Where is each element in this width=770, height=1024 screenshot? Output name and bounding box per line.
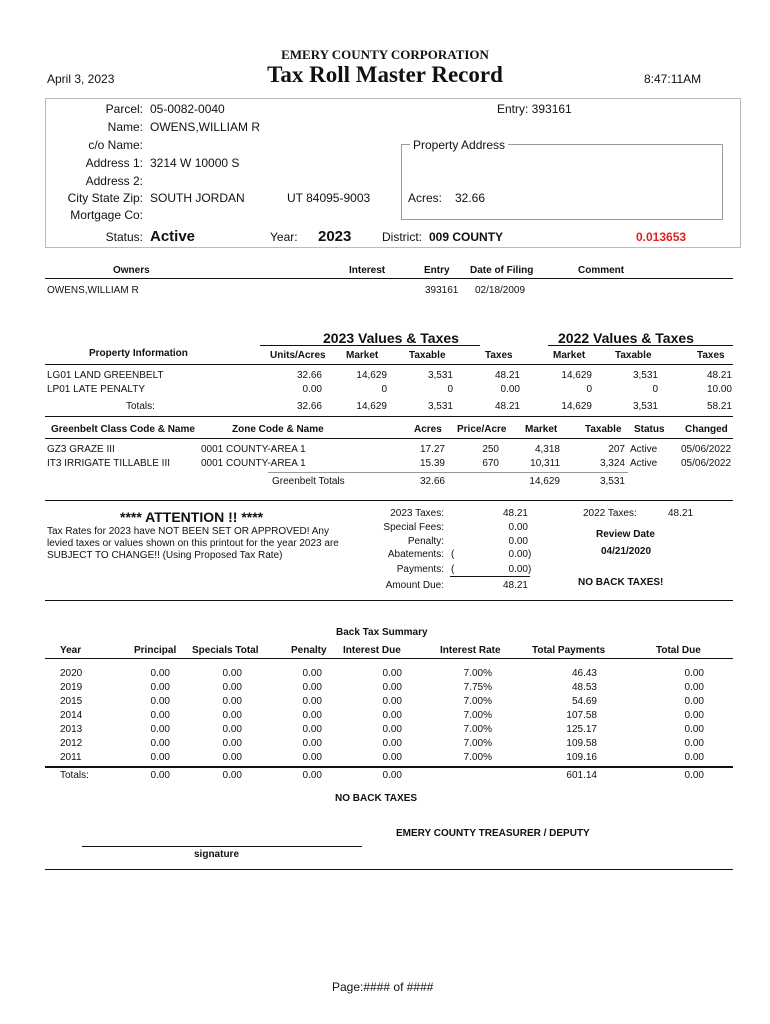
gb-row-price: 670 [482, 458, 499, 469]
bt-interest-due-cell: 0.00 [382, 668, 402, 679]
bt-interest-rate-cell: 7.00% [463, 710, 492, 721]
bt-principal-cell: 0.00 [150, 696, 170, 707]
values-totals-label: Totals: [126, 401, 155, 412]
bt-interest-due-cell: 0.00 [382, 710, 402, 721]
back-tax-title: Back Tax Summary [336, 627, 428, 638]
year-value: 2023 [318, 228, 352, 245]
page-number: Page:#### of #### [332, 980, 434, 994]
no-back-taxes-notice: NO BACK TAXES! [578, 577, 664, 588]
bt-year-cell: 2015 [60, 696, 83, 707]
gb-row-zone: 0001 COUNTY-AREA 1 [201, 458, 306, 469]
name-label: Name: [107, 120, 143, 134]
divider [45, 658, 733, 659]
bt-total-due-cell: 0.00 [684, 696, 704, 707]
summary-value-amount-due: 48.21 [502, 580, 528, 591]
bt-totals-label: Totals: [60, 770, 89, 781]
review-date-label: Review Date [596, 529, 655, 540]
gb-market-header: Market [525, 424, 558, 435]
values-total-units: 32.66 [296, 401, 322, 412]
bt-penalty-header: Penalty [291, 645, 327, 656]
property-address-box [401, 144, 723, 220]
value-row-taxes-2022: 48.21 [706, 370, 732, 381]
summary-value-payments: 0.00 [508, 564, 528, 575]
bt-penalty-cell: 0.00 [302, 668, 322, 679]
values-total-taxes: 48.21 [494, 401, 520, 412]
bt-interest-rate-header: Interest Rate [440, 645, 501, 656]
value-row-market-2022: 14,629 [561, 370, 592, 381]
bt-year-cell: 2013 [60, 724, 83, 735]
bt-total-penalty: 0.00 [302, 770, 322, 781]
address1-value: 3214 W 10000 S [150, 156, 240, 170]
entry-header: Entry [424, 265, 450, 276]
bt-total-payments-header: Total Payments [532, 645, 606, 656]
value-row-market-2022: 0 [586, 384, 592, 395]
values-total-market: 14,629 [356, 401, 387, 412]
bt-specials-header: Specials Total [192, 645, 259, 656]
bt-principal-cell: 0.00 [150, 682, 170, 693]
taxable-2023-header: Taxable [409, 350, 446, 361]
bt-total-due: 0.00 [684, 770, 704, 781]
owner-name: OWENS,WILLIAM R [150, 120, 261, 134]
gb-row-changed: 05/06/2022 [681, 444, 732, 455]
bt-specials-cell: 0.00 [222, 752, 242, 763]
summary-label-penalty: Penalty: [407, 536, 444, 547]
bt-interest-rate-cell: 7.00% [463, 738, 492, 749]
print-date: April 3, 2023 [47, 72, 115, 86]
gb-row-status: Active [630, 444, 658, 455]
bt-total-payments-cell: 107.58 [566, 710, 597, 721]
bt-interest-rate-cell: 7.00% [463, 724, 492, 735]
gb-row-zone: 0001 COUNTY-AREA 1 [201, 444, 306, 455]
bt-total-payments-cell: 125.17 [566, 724, 597, 735]
bt-principal-cell: 0.00 [150, 710, 170, 721]
divider [268, 472, 628, 473]
divider [45, 600, 733, 601]
divider [45, 438, 733, 439]
gb-row-taxable: 3,324 [599, 458, 625, 469]
district-label: District: [382, 230, 422, 244]
bt-specials-cell: 0.00 [222, 682, 242, 693]
bt-interest-rate-cell: 7.00% [463, 696, 492, 707]
parcel-label: Parcel: [105, 102, 143, 116]
bt-interest-rate-cell: 7.75% [463, 682, 492, 693]
owner-row-entry: 393161 [425, 285, 459, 296]
bt-total-payments-cell: 109.16 [566, 752, 597, 763]
value-row-market: 14,629 [356, 370, 387, 381]
bt-specials-cell: 0.00 [222, 710, 242, 721]
bt-penalty-cell: 0.00 [302, 738, 322, 749]
bt-interest-due-cell: 0.00 [382, 696, 402, 707]
owner-row-date: 02/18/2009 [475, 285, 526, 296]
values-total-market-2022: 14,629 [561, 401, 592, 412]
gb-taxable-header: Taxable [585, 424, 622, 435]
bt-total-specials: 0.00 [222, 770, 242, 781]
value-row-taxable: 3,531 [427, 370, 453, 381]
divider [45, 278, 733, 279]
status-label: Status: [105, 230, 143, 244]
property-address-label: Property Address [410, 138, 508, 152]
attention-line: Tax Rates for 2023 have NOT BEEN SET OR APPROVED! Any [47, 526, 329, 537]
entry-number: Entry: 393161 [497, 102, 572, 116]
summary-value-special-fees: 0.00 [508, 522, 528, 533]
city-value: SOUTH JORDAN [150, 191, 245, 205]
bt-penalty-cell: 0.00 [302, 682, 322, 693]
taxes-2022-value: 48.21 [668, 508, 694, 519]
owners-header: Owners [113, 265, 150, 276]
bt-year-cell: 2014 [60, 710, 83, 721]
gb-row-class: GZ3 GRAZE III [47, 444, 115, 455]
owner-row-name: OWENS,WILLIAM R [47, 285, 139, 296]
year-label: Year: [270, 230, 298, 244]
bt-total-due-cell: 0.00 [684, 724, 704, 735]
attention-line: levied taxes or values shown on this printout for the year 2023 are [47, 538, 339, 549]
gb-row-acres: 15.39 [419, 458, 445, 469]
values-2023-title: 2023 Values & Taxes [323, 330, 459, 346]
market-2022-header: Market [553, 350, 586, 361]
bt-interest-due-cell: 0.00 [382, 752, 402, 763]
values-total-taxable: 3,531 [427, 401, 453, 412]
bt-penalty-cell: 0.00 [302, 696, 322, 707]
gb-row-taxable: 207 [608, 444, 625, 455]
value-row-taxes: 48.21 [494, 370, 520, 381]
page-title: Tax Roll Master Record [267, 62, 503, 87]
summary-label-special-fees: Special Fees: [383, 522, 444, 533]
gb-status-header: Status [634, 424, 665, 435]
gb-acres-header: Acres [414, 424, 442, 435]
summary-value-abatements: 0.00 [508, 549, 528, 560]
no-back-taxes-footer: NO BACK TAXES [335, 793, 418, 804]
comment-header: Comment [578, 265, 625, 276]
divider [45, 416, 733, 417]
gb-row-status: Active [630, 458, 658, 469]
divider [45, 766, 733, 768]
divider [45, 364, 733, 365]
market-2023-header: Market [346, 350, 379, 361]
bt-year-header: Year [60, 645, 82, 656]
value-row-taxable: 0 [447, 384, 453, 395]
divider [45, 869, 733, 870]
greenbelt-totals-label: Greenbelt Totals [272, 476, 345, 487]
taxes-2023-header: Taxes [485, 350, 513, 361]
address1-label: Address 1: [85, 156, 143, 170]
address2-label: Address 2: [85, 174, 143, 188]
summary-label-taxes: 2023 Taxes: [390, 508, 444, 519]
bt-penalty-cell: 0.00 [302, 724, 322, 735]
bt-interest-rate-cell: 7.00% [463, 752, 492, 763]
payments-open-paren: ( [451, 564, 455, 575]
gb-row-acres: 17.27 [419, 444, 445, 455]
bt-total-payments-cell: 48.53 [571, 682, 597, 693]
value-row-taxable-2022: 0 [652, 384, 658, 395]
bt-total-due-header: Total Due [656, 645, 701, 656]
value-row-name: LP01 LATE PENALTY [47, 384, 146, 395]
divider [260, 345, 480, 346]
signature-line [82, 846, 362, 847]
state-zip-value: UT 84095-9003 [287, 191, 371, 205]
gb-row-market: 10,311 [530, 458, 560, 469]
print-time: 8:47:11AM [644, 72, 702, 86]
tax-rate: 0.013653 [636, 230, 687, 244]
gb-row-changed: 05/06/2022 [681, 458, 732, 469]
bt-principal-cell: 0.00 [150, 668, 170, 679]
acres-value: 32.66 [455, 191, 486, 205]
mortgage-label: Mortgage Co: [70, 208, 143, 222]
value-row-taxable-2022: 3,531 [632, 370, 658, 381]
summary-label-abatements: Abatements: [387, 549, 444, 560]
bt-principal-cell: 0.00 [150, 738, 170, 749]
bt-principal-cell: 0.00 [150, 752, 170, 763]
gb-row-market: 4,318 [534, 444, 560, 455]
status-value: Active [150, 228, 196, 245]
values-total-taxable-2022: 3,531 [632, 401, 658, 412]
bt-principal-cell: 0.00 [150, 724, 170, 735]
bt-specials-cell: 0.00 [222, 696, 242, 707]
district-value: 009 COUNTY [429, 230, 504, 244]
value-row-name: LG01 LAND GREENBELT [47, 370, 164, 381]
units-header: Units/Acres [270, 350, 326, 361]
bt-total-payments: 601.14 [566, 770, 597, 781]
bt-total-principal: 0.00 [150, 770, 170, 781]
acres-label: Acres: [408, 191, 443, 205]
bt-total-due-cell: 0.00 [684, 682, 704, 693]
abatements-close-paren: ) [528, 549, 532, 560]
gb-changed-header: Changed [685, 424, 728, 435]
bt-year-cell: 2020 [60, 668, 83, 679]
value-row-taxes-2022: 10.00 [706, 384, 732, 395]
treasurer-label: EMERY COUNTY TREASURER / DEPUTY [396, 828, 590, 839]
bt-principal-header: Principal [134, 645, 177, 656]
bt-interest-rate-cell: 7.00% [463, 668, 492, 679]
attention-title: **** ATTENTION !! **** [120, 509, 264, 525]
bt-total-due-cell: 0.00 [684, 710, 704, 721]
summary-label-amount-due: Amount Due: [385, 580, 444, 591]
greenbelt-total-acres: 32.66 [419, 476, 445, 487]
review-date-value: 04/21/2020 [601, 546, 652, 557]
bt-specials-cell: 0.00 [222, 724, 242, 735]
zone-code-header: Zone Code & Name [232, 424, 324, 435]
values-2022-title: 2022 Values & Taxes [558, 330, 694, 346]
bt-total-due-cell: 0.00 [684, 668, 704, 679]
summary-label-payments: Payments: [396, 564, 444, 575]
bt-total-payments-cell: 109.58 [566, 738, 597, 749]
value-row-market: 0 [381, 384, 387, 395]
bt-interest-due-cell: 0.00 [382, 738, 402, 749]
bt-interest-due-header: Interest Due [343, 645, 401, 656]
greenbelt-class-header: Greenbelt Class Code & Name [51, 424, 195, 435]
bt-interest-due-cell: 0.00 [382, 682, 402, 693]
value-row-taxes: 0.00 [500, 384, 520, 395]
value-row-units: 32.66 [296, 370, 322, 381]
greenbelt-total-market: 14,629 [529, 476, 560, 487]
bt-total-due-cell: 0.00 [684, 738, 704, 749]
gb-row-class: IT3 IRRIGATE TILLABLE III [47, 458, 171, 469]
date-of-filing-header: Date of Filing [470, 265, 534, 276]
attention-line: SUBJECT TO CHANGE!! (Using Proposed Tax Rate) [47, 550, 283, 561]
corporation-name: EMERY COUNTY CORPORATION [281, 47, 489, 62]
value-row-units: 0.00 [302, 384, 322, 395]
gb-row-price: 250 [482, 444, 499, 455]
property-info-header: Property Information [89, 348, 188, 359]
abatements-open-paren: ( [451, 549, 455, 560]
gb-price-header: Price/Acre [457, 424, 507, 435]
bt-specials-cell: 0.00 [222, 738, 242, 749]
bt-interest-due-cell: 0.00 [382, 724, 402, 735]
taxes-2022-label: 2022 Taxes: [583, 508, 637, 519]
divider [45, 500, 733, 501]
payments-close-paren: ) [528, 564, 532, 575]
taxes-2022-header: Taxes [697, 350, 725, 361]
divider [548, 345, 733, 346]
summary-value-penalty: 0.00 [508, 536, 528, 547]
bt-total-interest-due: 0.00 [382, 770, 402, 781]
values-total-taxes-2022: 58.21 [706, 401, 732, 412]
bt-penalty-cell: 0.00 [302, 710, 322, 721]
interest-header: Interest [349, 265, 386, 276]
bt-year-cell: 2011 [60, 752, 82, 763]
bt-year-cell: 2019 [60, 682, 83, 693]
divider [450, 576, 530, 577]
summary-value-taxes: 48.21 [502, 508, 528, 519]
bt-total-payments-cell: 54.69 [571, 696, 597, 707]
parcel-number: 05-0082-0040 [150, 102, 225, 116]
signature-label: signature [194, 849, 240, 860]
greenbelt-total-taxable: 3,531 [599, 476, 625, 487]
bt-total-due-cell: 0.00 [684, 752, 704, 763]
co-name-label: c/o Name: [88, 138, 143, 152]
bt-total-payments-cell: 46.43 [571, 668, 597, 679]
bt-penalty-cell: 0.00 [302, 752, 322, 763]
taxable-2022-header: Taxable [615, 350, 652, 361]
bt-specials-cell: 0.00 [222, 668, 242, 679]
city-state-zip-label: City State Zip: [67, 191, 143, 205]
bt-year-cell: 2012 [60, 738, 83, 749]
